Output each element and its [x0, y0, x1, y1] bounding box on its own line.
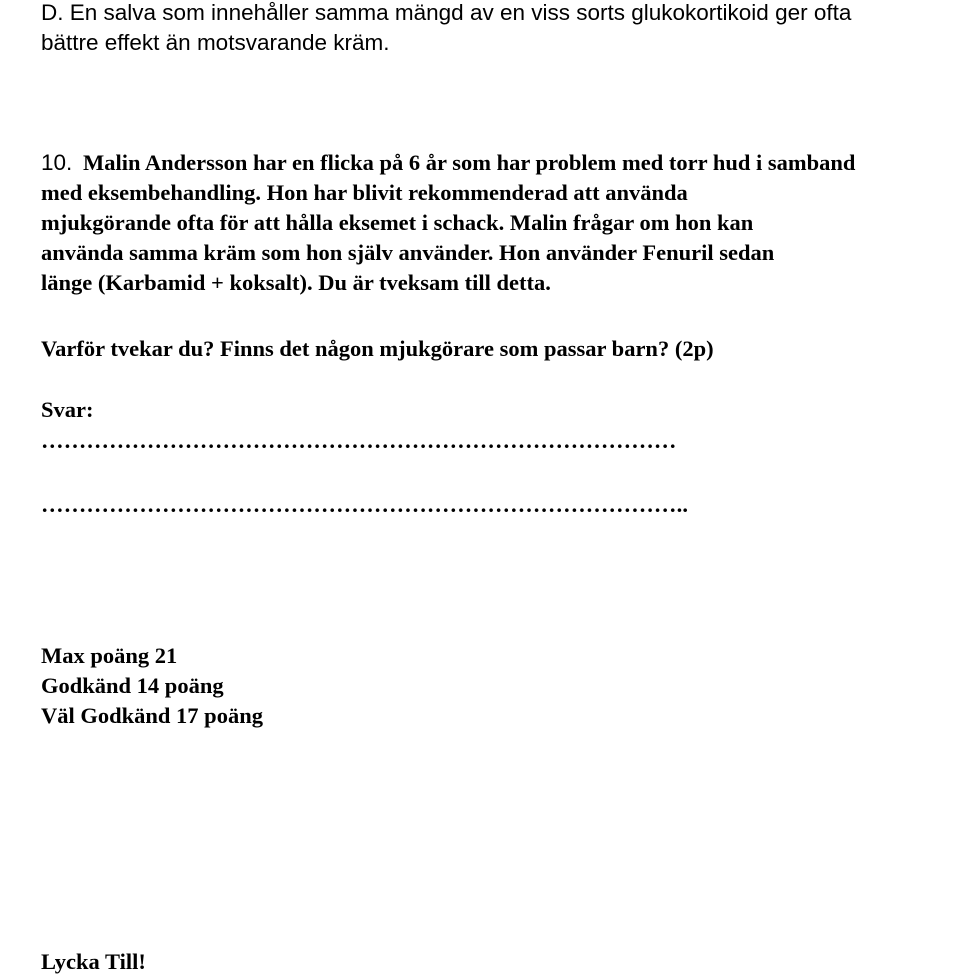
distinction-score: Väl Godkänd 17 poäng: [41, 703, 263, 728]
question-number: 10.: [41, 150, 73, 175]
question-line-3: mjukgörande ofta för att hålla eksemet i schack. Malin frågar om hon kan: [41, 210, 754, 235]
question-prompt: Varför tvekar du? Finns det någon mjukgörare som passar barn? (2p): [41, 336, 714, 361]
max-score: Max poäng 21: [41, 643, 178, 668]
question-line-1: [41, 148, 855, 178]
closing-text: Lycka Till!: [41, 949, 146, 974]
answer-label: Svar:: [41, 397, 94, 422]
question-line-2: med eksembehandling. Hon har blivit rekommenderad att använda: [41, 180, 688, 205]
question-line-5: länge (Karbamid + koksalt). Du är tveksam till detta.: [41, 270, 551, 295]
question-line-4: använda samma kräm som hon själv använder. Hon använder Fenuril sedan: [41, 240, 775, 265]
option-d-line-1: D. En salva som innehåller samma mängd av en viss sorts glukokortikoid ger ofta: [41, 0, 852, 25]
answer-line-2[interactable]: …………………………………………………………………………..: [41, 492, 689, 517]
answer-line-1[interactable]: …………………………………………………………………………: [41, 428, 677, 453]
pass-score: Godkänd 14 poäng: [41, 673, 224, 698]
question-text-1: Malin Andersson har en flicka på 6 år som har problem med torr hud i samband: [83, 150, 856, 175]
option-d-line-2: bättre effekt än motsvarande kräm.: [41, 30, 390, 55]
